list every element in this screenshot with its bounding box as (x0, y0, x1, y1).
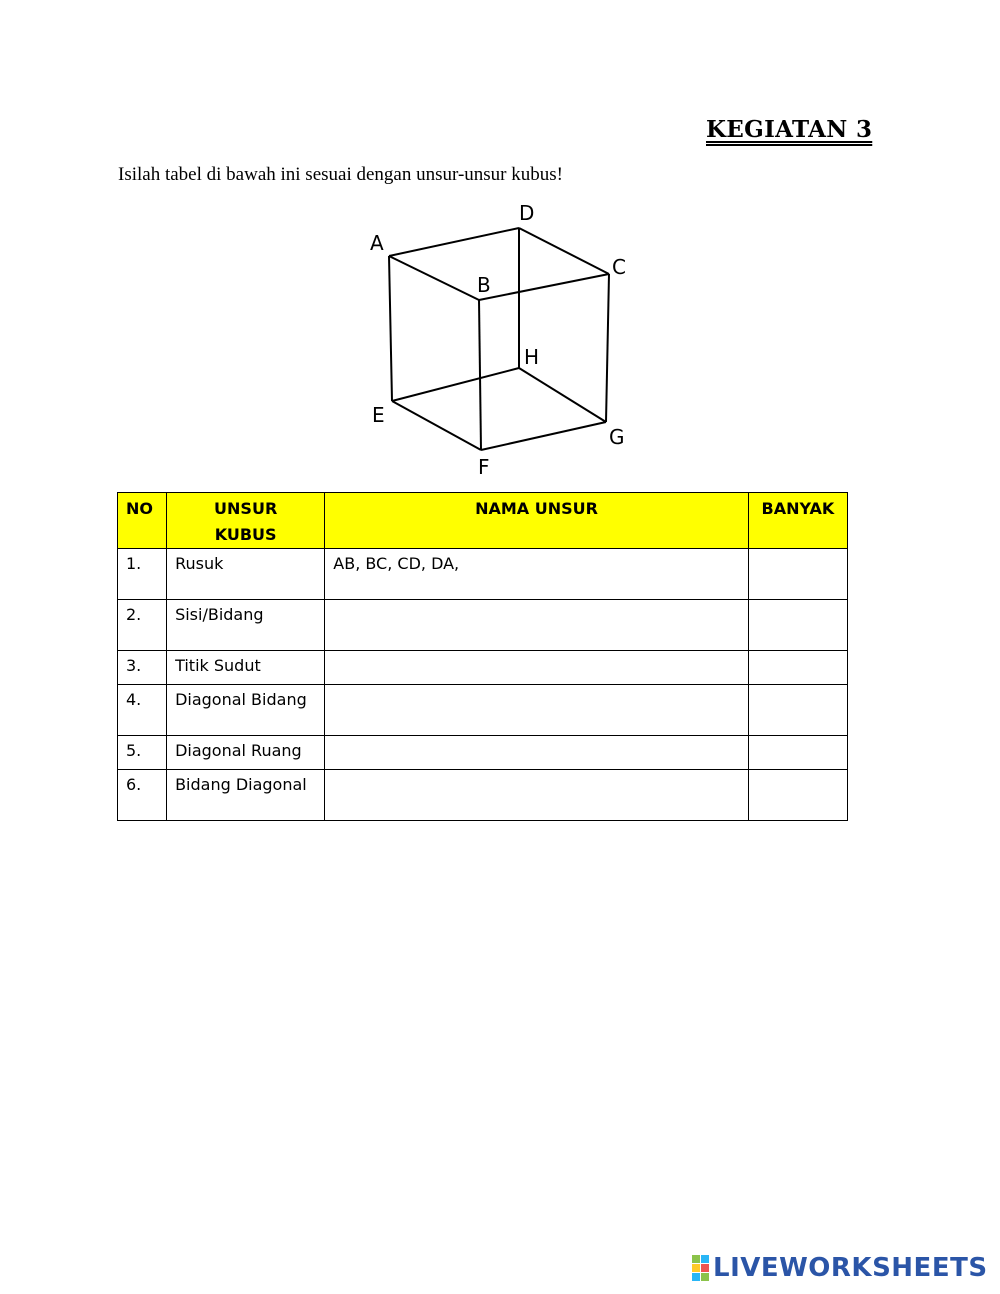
cell-unsur: Sisi/Bidang (167, 600, 325, 651)
cell-unsur: Bidang Diagonal (167, 770, 325, 821)
liveworksheets-icon (692, 1255, 709, 1281)
cube-diagram (360, 198, 640, 483)
table-row (118, 685, 848, 736)
cell-unsur: Diagonal Ruang (167, 736, 325, 770)
vertex-label-d: D (519, 201, 535, 225)
cell-banyak[interactable] (748, 600, 847, 651)
cell-banyak[interactable] (748, 651, 847, 685)
header-banyak: BANYAK (748, 493, 847, 549)
cell-nama[interactable]: AB, BC, CD, DA, (325, 549, 749, 600)
cell-nama[interactable] (325, 651, 749, 685)
table-row (118, 736, 848, 770)
table-header-row (118, 493, 848, 549)
edge-HE (392, 368, 519, 401)
cell-nama[interactable] (325, 770, 749, 821)
table-row (118, 651, 848, 685)
edge-FG (481, 422, 606, 450)
instruction-text: Isilah tabel di bawah ini sesuai dengan unsur-unsur kubus! (118, 164, 563, 185)
cell-unsur: Diagonal Bidang (167, 685, 325, 736)
cell-banyak[interactable] (748, 770, 847, 821)
cell-no: 4. (118, 685, 167, 736)
cube-svg (360, 198, 640, 483)
edge-CB (479, 274, 609, 300)
cell-unsur: Titik Sudut (167, 651, 325, 685)
edge-DC (519, 228, 609, 274)
edge-AD (389, 228, 519, 256)
vertex-label-h: H (524, 345, 540, 369)
liveworksheets-logo (692, 1253, 988, 1283)
header-nama: NAMA UNSUR (325, 493, 749, 549)
edge-EF (392, 401, 481, 450)
page-title: KEGIATAN 3 (706, 116, 873, 143)
header-no: NO (118, 493, 167, 549)
edge-BA (389, 256, 479, 300)
table-row (118, 770, 848, 821)
edge-GH (519, 368, 606, 422)
vertex-label-a: A (370, 231, 384, 255)
cell-no: 6. (118, 770, 167, 821)
cell-no: 1. (118, 549, 167, 600)
header-unsur (167, 493, 325, 549)
cell-banyak[interactable] (748, 549, 847, 600)
cell-nama[interactable] (325, 600, 749, 651)
cell-nama[interactable] (325, 685, 749, 736)
vertex-label-b: B (477, 273, 491, 297)
header-unsur-label: UNSUR KUBUS (214, 499, 278, 544)
cell-no: 3. (118, 651, 167, 685)
liveworksheets-text: LIVEWORKSHEETS (713, 1253, 988, 1283)
cell-no: 2. (118, 600, 167, 651)
vertex-label-e: E (372, 403, 385, 427)
cell-unsur: Rusuk (167, 549, 325, 600)
vertex-label-g: G (609, 425, 625, 449)
unsur-kubus-table (117, 492, 848, 821)
edge-CG (606, 274, 609, 422)
edge-AE (389, 256, 392, 401)
table-row (118, 600, 848, 651)
vertex-label-c: C (612, 255, 626, 279)
cell-banyak[interactable] (748, 736, 847, 770)
table-row (118, 549, 848, 600)
cell-no: 5. (118, 736, 167, 770)
cell-banyak[interactable] (748, 685, 847, 736)
vertex-label-f: F (478, 455, 490, 479)
cell-nama[interactable] (325, 736, 749, 770)
edge-BF (479, 300, 481, 450)
